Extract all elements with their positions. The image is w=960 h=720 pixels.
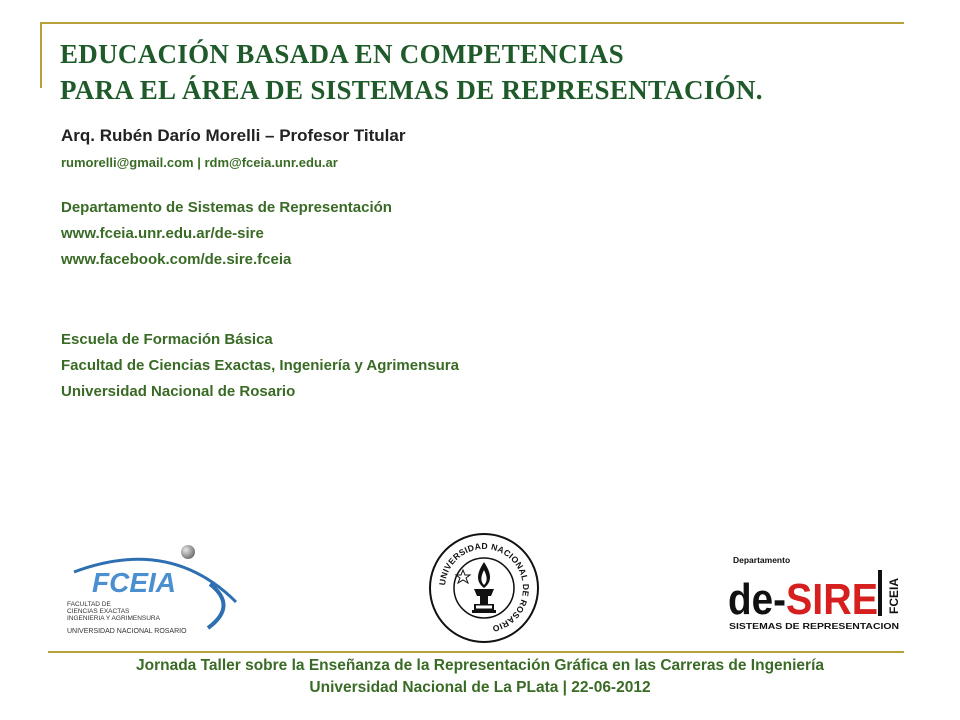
institution-block [61,327,459,405]
fceia-logo [60,540,240,640]
seal-ring-text: UNIVERSIDAD NACIONAL DE ROSARIO [437,540,532,635]
bottom-divider [48,651,904,653]
desire-fceia-vertical: FCEIA [887,578,901,614]
faculty-name: Facultad de Ciencias Exactas, Ingeniería y Agrimensura [61,357,459,374]
fceia-wordmark: FCEIA [92,567,176,598]
department-block [61,195,392,273]
title-line-2: PARA EL ÁREA DE SISTEMAS DE REPRESENTACIÓN. [60,75,763,105]
desire-bottom-text: SISTEMAS DE REPRESENTACION [729,621,899,631]
department-website-link[interactable]: www.fceia.unr.edu.ar/de-sire [61,225,264,242]
desire-logo [726,552,904,634]
author-emails: rumorelli@gmail.com | rdm@fceia.unr.edu.ar [61,155,338,170]
top-divider [40,22,904,24]
footer-venue-date: Universidad Nacional de La PLata | 22-06-2012 [309,679,651,696]
department-facebook-link[interactable]: www.facebook.com/de.sire.fceia [61,251,292,268]
school-name: Escuela de Formación Básica [61,331,273,348]
department-name: Departamento de Sistemas de Representación [61,199,392,216]
fceia-line-1: FACULTAD DE [67,601,111,608]
unr-seal [428,532,540,644]
university-name: Universidad Nacional de Rosario [61,383,296,400]
footer-event: Jornada Taller sobre la Enseñanza de la Representación Gráfica en las Carreras de Ingeniería [135,657,825,674]
fceia-line-3: INGENIERIA Y AGRIMENSURA [67,615,160,622]
logo-sphere-icon [181,545,195,559]
fceia-line-4: UNIVERSIDAD NACIONAL ROSARIO [67,628,187,635]
slide-title [60,36,763,108]
left-accent-bar [40,22,42,88]
footer [0,655,960,699]
desire-sire-text: SIRE [786,575,878,624]
title-line-1: EDUCACIÓN BASADA EN COMPETENCIAS [60,39,624,69]
author-name: Arq. Rubén Darío Morelli – Profesor Titular [61,126,406,145]
fceia-line-2: CIENCIAS EXACTAS [67,608,130,615]
seal-torch-icon [472,562,496,613]
desire-top-text: Departamento [733,555,791,565]
desire-de-text: de- [728,575,786,624]
